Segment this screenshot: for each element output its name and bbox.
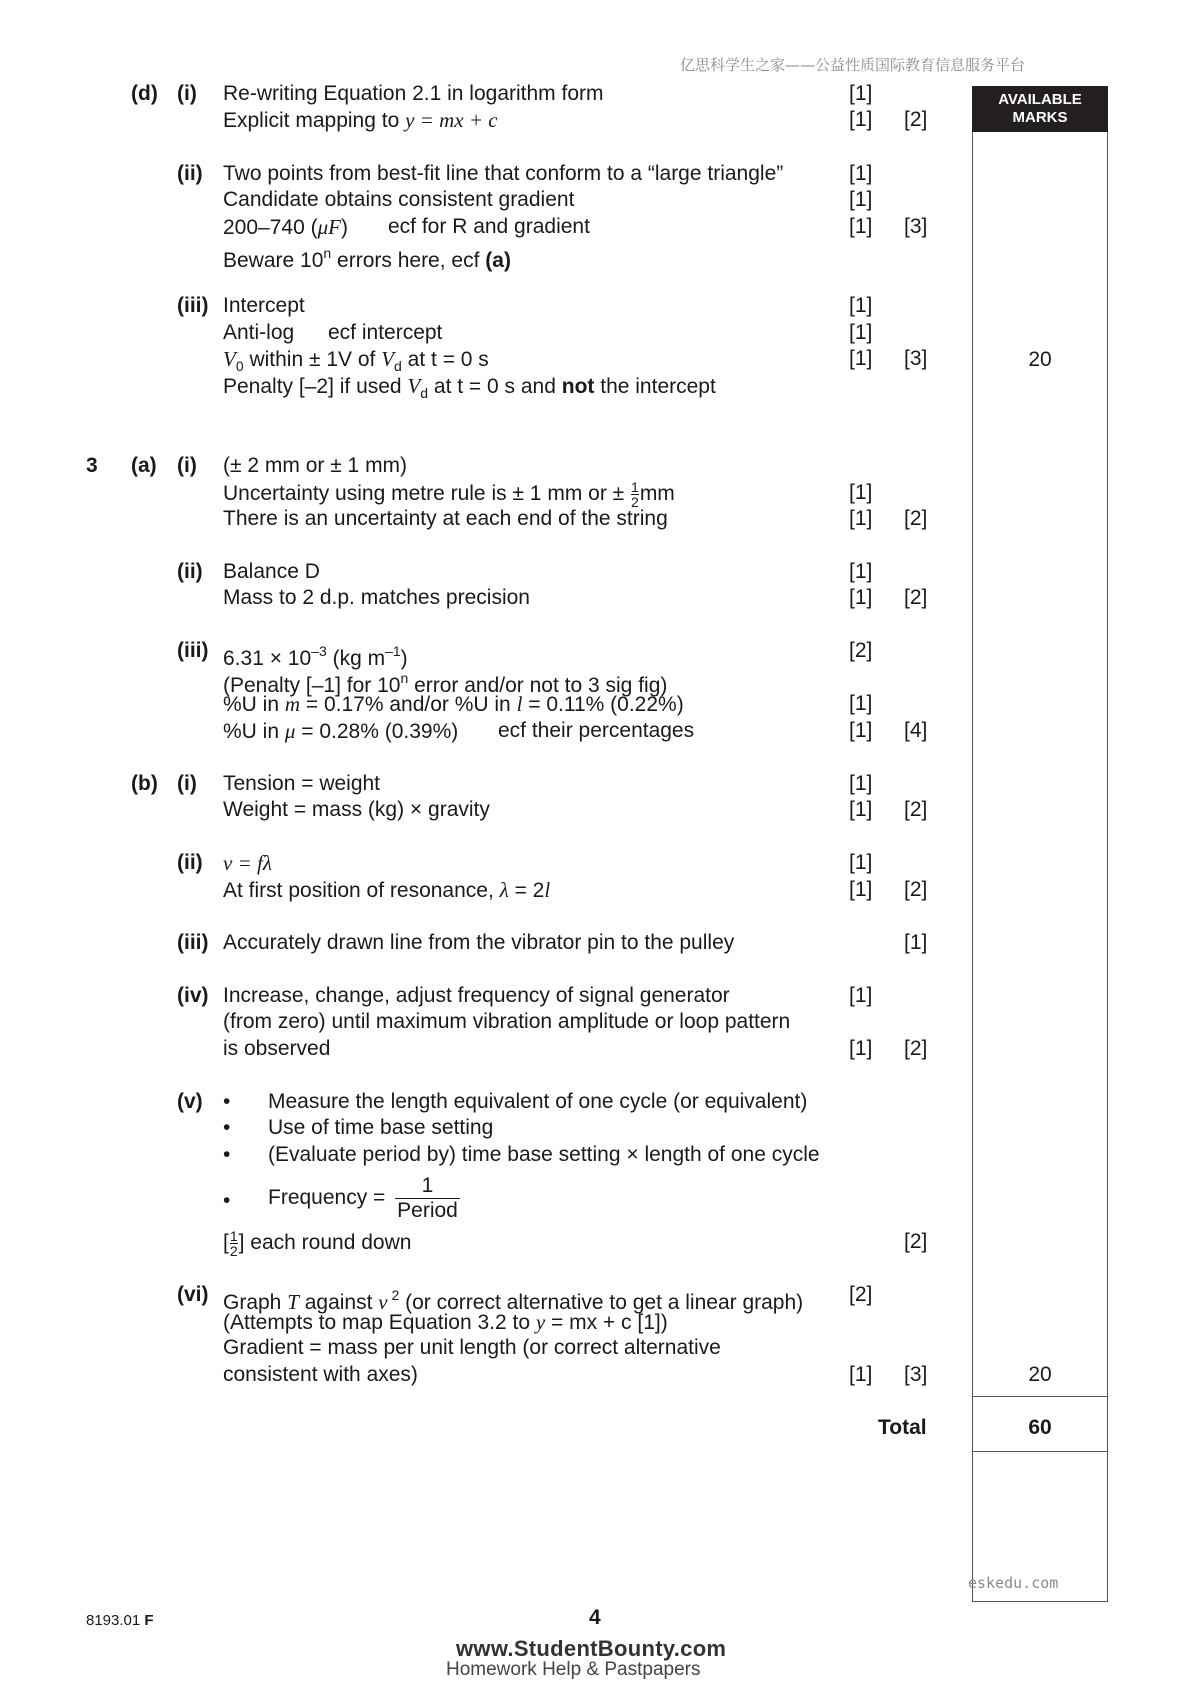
header-line-2: MARKS (1012, 109, 1068, 126)
mark: [1] (849, 586, 873, 609)
3a-iii-line2: (Penalty [–1] for 10$^n$ error and/or not to 3 sig fig) (223, 670, 668, 697)
3b-vi-line3: Gradient = mass per unit length (or correct alternative (223, 1336, 721, 1359)
mark: [1] (849, 772, 873, 795)
3a-iii-line1: $6.31 \times 10^{-3}$ (kg $m^{-1}$) (223, 643, 408, 670)
mark: [1] (849, 798, 873, 821)
mark-total: [3] (904, 215, 928, 238)
mark: [1] (849, 82, 873, 105)
3a-ii-line2: Mass to 2 d.p. matches precision (223, 586, 530, 609)
divider (972, 1396, 1108, 1397)
mark-total: [1] (904, 931, 928, 954)
question-number-3: 3 (86, 454, 98, 477)
mark-total: [4] (904, 719, 928, 742)
d-i-line2: Explicit mapping to y = mx + c (223, 108, 498, 132)
subpart-label-3a-i: (i) (177, 454, 197, 477)
d-ii-line4: Beware 10$^n$ errors here, ecf (a) (223, 245, 511, 272)
3b-v-bullet3: (Evaluate period by) time base setting × length of one cycle (268, 1143, 820, 1166)
3b-i-line1: Tension = weight (223, 772, 381, 795)
bullet: • (223, 1090, 231, 1113)
mark: [1] (849, 1037, 873, 1060)
mark: [2] (849, 639, 873, 662)
3b-v-bullet1: Measure the length equivalent of one cycle (or equivalent) (268, 1090, 808, 1113)
mark: [1] (849, 851, 873, 874)
d-iii-line3: $V_0$ within ± 1V of $V_d$ at t = 0 s (223, 347, 489, 374)
subpart-label-d-ii: (ii) (177, 162, 203, 185)
header-line-1: AVAILABLE (998, 91, 1082, 108)
bullet: • (223, 1143, 231, 1166)
subpart-label-3b-ii: (ii) (177, 851, 203, 874)
subpart-label-3a-ii: (ii) (177, 560, 203, 583)
fraction-one-over-period: 1 Period (397, 1174, 458, 1222)
divider (972, 1451, 1108, 1452)
3b-v-bullet2: Use of time base setting (268, 1116, 494, 1139)
part-label-d: (d) (131, 82, 158, 105)
footer-brand-tagline: Homework Help & Pastpapers (446, 1659, 701, 1680)
subpart-label-3b-iv: (iv) (177, 984, 209, 1007)
3b-iv-line2: (from zero) until maximum vibration amplitude or loop pattern (223, 1010, 791, 1033)
d-i-line1: Re-writing Equation 2.1 in logarithm form (223, 82, 604, 105)
3b-vi-line4: consistent with axes) (223, 1363, 418, 1386)
3b-iv-line3: is observed (223, 1037, 331, 1060)
fraction-half: $\frac{1}{2}$ (631, 479, 639, 510)
mark: [1] (849, 984, 873, 1007)
3b-v-line5: [ $\frac{1}{2}$ ] each round down (223, 1228, 412, 1259)
3b-i-line2: Weight = mass (kg) × gravity (223, 798, 490, 821)
mark-total: [2] (904, 507, 928, 530)
mark: [1] (849, 878, 873, 901)
3a-iii-line3: %U in m = 0.17% and/or %U in l = 0.11% (0.22%) (223, 692, 684, 716)
mark: [1] (849, 560, 873, 583)
mark-total: [3] (904, 1363, 928, 1386)
3a-iii-line4: %U in μ = 0.28% (0.39%) (223, 719, 459, 743)
fraction-half: $\frac{1}{2}$ (229, 1228, 238, 1259)
mark: [1] (849, 719, 873, 742)
3b-ii-line2: At first position of resonance, λ = 2l (223, 878, 551, 902)
mark-total: [2] (904, 1230, 928, 1253)
mark: [1] (849, 321, 873, 344)
part-label-3b: (b) (131, 772, 158, 795)
bullet: • (223, 1189, 231, 1212)
mark-total: [2] (904, 878, 928, 901)
mark: [1] (849, 215, 873, 238)
subpart-label-3b-i: (i) (177, 772, 197, 795)
mark-total: [2] (904, 1037, 928, 1060)
d-ii-line1: Two points from best-fit line that conform to a “large triangle” (223, 162, 784, 185)
available-marks-d: 20 (1028, 348, 1052, 371)
part-label-3a: (a) (131, 454, 157, 477)
3b-ii-line1: v = fλ (223, 851, 272, 875)
available-marks-total: 60 (1028, 1416, 1052, 1439)
subpart-label-3a-iii: (iii) (177, 639, 209, 662)
d-ii-line3-note: ecf for R and gradient (388, 215, 590, 238)
3b-iii-line1: Accurately drawn line from the vibrator pin to the pulley (223, 931, 735, 954)
d-iii-line1: Intercept (223, 294, 305, 317)
mark: [1] (849, 188, 873, 211)
mark: [1] (849, 507, 873, 530)
mark: [1] (849, 294, 873, 317)
mark-total: [2] (904, 586, 928, 609)
mark: [1] (849, 1363, 873, 1386)
3a-iii-line4-note: ecf their percentages (498, 719, 695, 742)
mark: [1] (849, 162, 873, 185)
3a-i-line3: There is an uncertainty at each end of the string (223, 507, 668, 530)
mark-total: [3] (904, 347, 928, 370)
3b-iv-line1: Increase, change, adjust frequency of signal generator (223, 984, 730, 1007)
3a-ii-line1: Balance D (223, 560, 320, 583)
3a-i-line2: Uncertainty using metre rule is ± 1 mm or ± $\frac{1}{2}$ mm (223, 479, 675, 510)
mark: [1] (849, 481, 873, 504)
d-ii-line3: 200–740 (μF) (223, 215, 348, 239)
available-marks-header (972, 86, 1108, 132)
mark: [1] (849, 347, 873, 370)
available-marks-q3: 20 (1028, 1363, 1052, 1386)
3b-vi-line2: (Attempts to map Equation 3.2 to y = mx + c [1]) (223, 1310, 668, 1334)
subpart-label-3b-v: (v) (177, 1090, 203, 1113)
watermark-text: 亿思科学生之家——公益性质国际教育信息服务平台 (680, 56, 1026, 74)
d-iii-line2: Anti-log (223, 321, 295, 344)
subpart-label-d-i: (i) (177, 82, 197, 105)
mark-total: [2] (904, 798, 928, 821)
subpart-label-3b-vi: (vi) (177, 1283, 209, 1306)
mark: [1] (849, 692, 873, 715)
subpart-label-3b-iii: (iii) (177, 931, 209, 954)
footer-brand-url[interactable]: www.StudentBounty.com (456, 1636, 727, 1661)
3b-v-bullet4: Frequency = 1 Period (268, 1174, 458, 1222)
mark: [1] (849, 108, 873, 131)
mark: [2] (849, 1283, 873, 1306)
paper-code: 8193.01 F (86, 1612, 154, 1629)
page-number: 4 (589, 1606, 601, 1629)
d-ii-line2: Candidate obtains consistent gradient (223, 188, 575, 211)
3a-i-line1: (± 2 mm or ± 1 mm) (223, 454, 408, 477)
d-iii-line2-note: ecf intercept (328, 321, 443, 344)
bullet: • (223, 1116, 231, 1139)
mark-total: [2] (904, 108, 928, 131)
3b-vi-line1: Graph T against v $^2$ (or correct alternative to get a linear graph) (223, 1287, 804, 1314)
watermark-site: eskedu.com (968, 1574, 1059, 1592)
subpart-label-d-iii: (iii) (177, 294, 209, 317)
total-label: Total (878, 1416, 927, 1439)
d-iii-line4: Penalty [–2] if used $V_d$ at t = 0 s and not the intercept (223, 374, 716, 401)
